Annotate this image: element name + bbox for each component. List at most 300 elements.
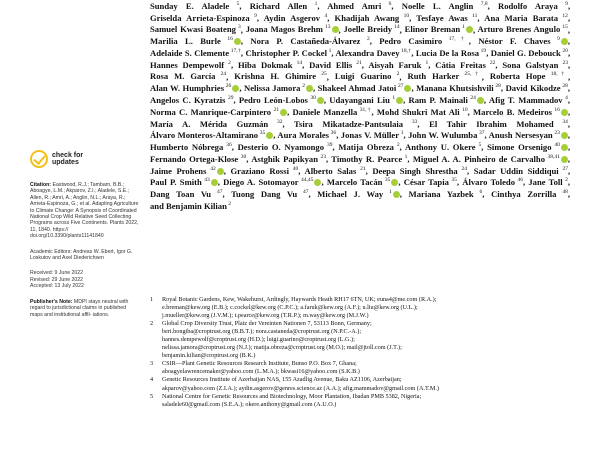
author-name[interactable]	[223, 177, 321, 187]
author-affiliation-sup: 2	[226, 201, 232, 208]
author-name-text: Pedro León-Lobos	[238, 94, 308, 105]
author-separator: ,	[323, 94, 330, 105]
author-affiliation-sup: 7,8	[473, 1, 488, 7]
author-separator: ,	[391, 0, 402, 11]
author-affiliation-sup: 22	[485, 59, 496, 66]
author-separator: ,	[482, 189, 492, 200]
author-name[interactable]	[244, 83, 313, 93]
author-separator: ,	[239, 0, 250, 11]
author-name[interactable]	[335, 48, 411, 58]
author-name-text: Desterio O. Nyamongo	[237, 142, 325, 153]
author-name-text: Jaime Prohens	[150, 165, 207, 176]
author-name[interactable]	[473, 106, 571, 117]
author-affiliation-sup: 5	[475, 142, 482, 149]
author-name-text: Angelos C. Kyratzis	[150, 94, 226, 105]
author-name[interactable]	[150, 189, 222, 199]
author-name[interactable]	[489, 71, 571, 82]
author-affiliation-sup: 42	[206, 165, 216, 172]
author-name[interactable]	[404, 177, 457, 187]
author-separator: ,	[477, 12, 485, 23]
author-name[interactable]	[327, 177, 399, 187]
author-affiliation-sup: 39	[324, 142, 333, 149]
author-affiliation-sup: 14	[292, 59, 303, 66]
author-separator: ,	[336, 130, 341, 141]
affiliation-line: Genetic Resources Institute of Azerbaijan NAS, 155 Azadlig Avenue, Baku AZ1106, Azerbaijan;	[162, 376, 402, 384]
author-separator: ,	[409, 12, 417, 23]
author-affiliation-sup: 31,†	[357, 106, 372, 113]
author-name[interactable]	[150, 154, 246, 164]
author-name-text: Daniel G. Debouck	[490, 47, 561, 58]
author-separator: ,	[399, 24, 405, 35]
author-name-text: Tsira Mikatadze-Pantsulaia	[294, 118, 404, 129]
author-name-text: Noelle L. Anglin	[401, 0, 474, 11]
orcid-icon[interactable]	[561, 36, 571, 47]
author-name[interactable]	[150, 1, 239, 11]
check-for-updates-badge[interactable]	[30, 150, 140, 168]
author-affiliation-sup: 25	[316, 71, 327, 78]
orcid-icon[interactable]	[561, 130, 571, 141]
author-affiliation-sup: 40	[551, 142, 560, 149]
author-affiliation-sup: 2	[562, 177, 568, 184]
author-name-text: Timothy R. Pearce	[331, 153, 403, 164]
affiliation-number: 4	[150, 376, 154, 384]
author-name-text: Luigi Guarino	[334, 71, 392, 82]
author-name[interactable]	[327, 1, 391, 11]
author-affiliation-sup: 1	[307, 1, 318, 7]
author-affiliation-sup: 36	[223, 142, 232, 149]
author-affiliation-sup: 25,†	[459, 71, 482, 78]
author-affiliation-sup: 2	[300, 83, 305, 90]
author-affiliation-sup: 1	[399, 130, 404, 137]
author-name-text: Sadar Uddin Siddiqui	[473, 165, 559, 176]
author-separator: ,	[567, 12, 571, 23]
author-separator: ,	[472, 24, 478, 35]
author-affiliation-sup: 2	[393, 142, 400, 149]
author-name-text: Richard Allen	[249, 0, 308, 11]
author-separator: ,	[567, 59, 571, 70]
author-affiliation-sup: 20	[560, 48, 568, 55]
author-separator: ,	[481, 142, 488, 153]
orcid-icon[interactable]	[561, 142, 571, 153]
author-name[interactable]	[405, 142, 481, 152]
author-name-text: Rosa M. García	[150, 71, 216, 82]
author-name[interactable]	[245, 48, 331, 58]
author-separator: ,	[231, 142, 238, 153]
author-separator: ,	[327, 12, 335, 23]
author-name[interactable]	[150, 71, 226, 81]
author-affiliation-sup: 21	[352, 59, 362, 66]
author-name-text: Álvaro Monteros-Altamirano	[150, 130, 259, 141]
author-separator: ,	[230, 59, 238, 70]
author-affiliation-sup: 17,†	[229, 48, 241, 55]
author-separator: ,	[467, 106, 474, 117]
author-name-text: Griselda Arrieta-Espinoza	[150, 12, 250, 23]
author-separator: ,	[240, 36, 251, 47]
author-name-text: Paul P. Smith	[150, 177, 202, 188]
author-name-text: Nelissa Jamora	[243, 83, 301, 94]
citation-line: Agriculture to Climate Change: A	[30, 201, 139, 214]
author-name[interactable]	[292, 107, 371, 117]
author-separator: ,	[567, 106, 571, 117]
author-name[interactable]	[150, 130, 273, 140]
author-name[interactable]	[338, 142, 399, 152]
author-affiliation-sup: 24	[215, 71, 227, 78]
author-name[interactable]	[502, 59, 571, 70]
orcid-icon[interactable]	[211, 179, 218, 186]
author-name[interactable]	[408, 130, 484, 140]
affiliation-list	[150, 296, 570, 409]
author-separator: ,	[495, 59, 503, 70]
dates-block	[30, 270, 140, 289]
author-separator: ,	[325, 153, 332, 164]
citation-label: Citation:	[30, 182, 52, 188]
author-separator: ,	[217, 177, 224, 188]
author-affiliation-sup: 27	[558, 165, 568, 172]
author-name-text: Manana Khutsishvili	[416, 83, 494, 94]
author-name[interactable]	[150, 166, 224, 176]
author-separator: ,	[467, 165, 474, 176]
author-name-text: Ana Maria Barata	[484, 12, 559, 23]
author-affiliation-sup: 9	[249, 12, 257, 19]
editors-line: Axel Diederichsen	[60, 255, 104, 262]
author-name[interactable]	[487, 142, 571, 153]
author-separator: ,	[332, 142, 339, 153]
citation-line: Anglin, N.L.; Araya, R.;	[71, 194, 126, 201]
author-name[interactable]	[402, 1, 488, 11]
affiliation-line: aboagyelawrencemaker@yahoo.com (L.M.A.); bkwasi16@yahoo.com (S.K.B.)	[162, 368, 360, 376]
author-name[interactable]	[264, 13, 328, 23]
author-name[interactable]	[250, 1, 318, 11]
author-affiliation-sup: 35	[382, 177, 391, 184]
citation-line: Programs across Five Continents.	[30, 220, 109, 227]
author-name-text: Ram P. Mainali	[408, 94, 468, 105]
author-name[interactable]	[150, 13, 257, 23]
affiliation-item	[150, 376, 570, 392]
author-affiliation-sup: 13	[322, 24, 331, 31]
author-name-text: Samuel Kwasi Boateng	[150, 24, 236, 35]
author-affiliation-sup: 30	[238, 153, 247, 160]
author-name[interactable]	[344, 24, 400, 34]
author-name[interactable]	[490, 47, 571, 58]
author-name[interactable]	[239, 95, 324, 105]
affiliation-line: National Centre for Genetic Resources and Biotechnology, Moor Plantation, Ibadan PMB 5382, Nigeria;	[162, 392, 422, 400]
orcid-icon[interactable]	[466, 26, 473, 33]
citation-line: Aladele, S.E.; Allen, R.; Amri, A.;	[30, 188, 130, 201]
author-affiliation-sup: 2	[391, 71, 400, 78]
author-name[interactable]	[409, 189, 483, 199]
author-name[interactable]	[238, 60, 302, 70]
author-name[interactable]	[277, 130, 336, 140]
author-separator: ,	[399, 71, 408, 82]
author-name[interactable]	[341, 130, 404, 140]
author-name-text: David Ellis	[309, 59, 353, 70]
author-affiliation-sup: 44,45	[298, 177, 314, 184]
author-affiliation-sup: 23	[317, 153, 326, 160]
author-list	[150, 0, 570, 212]
author-name[interactable]	[405, 24, 473, 34]
author-name-text: Elinor Breman	[404, 24, 461, 35]
author-name[interactable]	[150, 177, 218, 187]
author-separator: ,	[567, 0, 571, 11]
author-name[interactable]	[429, 118, 571, 129]
author-name-text: Diego A. Sotomayor	[223, 177, 299, 188]
author-separator: ,	[326, 71, 335, 82]
orcid-icon[interactable]	[561, 153, 571, 164]
editors-line: Igor G. Loskutov and	[30, 248, 133, 262]
affiliation-number: 2	[150, 320, 154, 328]
affiliation-item	[150, 360, 570, 376]
author-affiliation-sup: 10	[399, 12, 410, 19]
author-name[interactable]	[478, 24, 568, 34]
author-affiliation-sup: 43	[201, 177, 210, 184]
author-affiliation-sup: 48	[556, 189, 568, 196]
author-affiliation-sup: 9	[550, 36, 560, 43]
author-affiliation-sup: 4	[562, 95, 568, 102]
author-name-text: Ruth Harker	[407, 71, 460, 82]
author-name-text: Shakeel Ahmad Jatoi	[317, 83, 397, 94]
author-affiliation-sup: 29	[225, 95, 234, 102]
author-name-text: Jonas V. Müller	[340, 130, 400, 141]
author-name[interactable]	[150, 201, 231, 211]
author-separator: ,	[567, 153, 571, 164]
author-name-text: Jane Toll	[528, 177, 563, 188]
author-name[interactable]	[379, 36, 469, 46]
author-name-text: Daniele Manzella	[292, 106, 358, 117]
author-name-text: Christopher P. Cockel	[245, 47, 327, 58]
author-name[interactable]	[473, 165, 571, 176]
author-separator: ,	[369, 36, 380, 47]
affiliation-line: Global Crop Diversity Trust, Platz der Vereinten Nationen 7, 53113 Bonn, Germany;	[162, 320, 372, 328]
author-name[interactable]	[368, 60, 428, 70]
author-name-text: Krishna H. Ghimire	[234, 71, 317, 82]
orcid-icon[interactable]	[217, 168, 224, 175]
author-name-text: Graziano Rossi	[230, 165, 289, 176]
author-affiliation-sup: 24	[467, 95, 476, 102]
author-name-text: El Tahir Ibrahim Mohamed	[429, 118, 554, 129]
author-affiliation-sup: 28	[493, 83, 501, 90]
author-affiliation-sup: 23	[552, 130, 560, 137]
affiliation-text	[162, 320, 570, 360]
author-separator: ,	[246, 153, 252, 164]
author-separator: ,	[567, 142, 571, 153]
author-separator: ,	[223, 165, 231, 176]
author-name[interactable]	[230, 166, 298, 176]
orcid-icon[interactable]	[561, 106, 571, 117]
author-affiliation-sup: 1	[421, 59, 429, 66]
author-separator: ,	[567, 118, 571, 129]
author-affiliation-sup: 24	[457, 165, 468, 172]
accepted-date: Accepted: 13 July 2022	[30, 283, 84, 290]
author-name[interactable]	[372, 166, 467, 176]
author-name-text: Fernando Ortega-Klose	[150, 153, 239, 164]
author-name[interactable]	[150, 24, 241, 34]
affiliation-text	[162, 376, 570, 392]
author-name[interactable]	[416, 13, 477, 23]
author-name-text: Néstor F. Chaves	[478, 36, 551, 47]
author-name[interactable]	[435, 60, 495, 70]
author-name[interactable]	[305, 166, 366, 176]
author-name[interactable]	[416, 48, 486, 58]
author-name[interactable]	[318, 83, 412, 93]
author-separator: ,	[338, 24, 344, 35]
publisher_note-line: MDPI stays neutral	[73, 298, 118, 305]
affiliation-text	[162, 393, 570, 409]
affiliation-line: benjamin.kilian@croptrust.org (B.K.)	[162, 352, 256, 360]
author-name[interactable]	[409, 95, 484, 105]
author-affiliation-sup: 14	[392, 24, 400, 31]
author-name[interactable]	[294, 119, 417, 129]
author-name[interactable]	[462, 177, 523, 187]
author-name[interactable]	[377, 107, 468, 117]
author-name-text: Udayangani Liu	[329, 94, 390, 105]
author-name[interactable]	[335, 71, 400, 81]
author-name[interactable]	[150, 107, 287, 117]
author-affiliation-sup: 35	[258, 130, 266, 137]
author-separator: ,	[417, 118, 430, 129]
author-affiliation-sup: 23	[558, 59, 568, 66]
author-affiliation-sup: 16	[220, 36, 233, 43]
author-name[interactable]	[150, 36, 241, 46]
citation-line: Eastwood, R.J.; Tambam,	[52, 182, 112, 188]
affiliation-text	[162, 360, 570, 376]
author-affiliation-sup: 33	[403, 118, 418, 125]
orcid-icon[interactable]	[393, 191, 400, 198]
publisher_note-line: iations.	[91, 311, 110, 318]
author-name[interactable]	[408, 71, 482, 81]
author-name[interactable]	[250, 36, 369, 46]
author-name-text: Aura Morales	[277, 130, 330, 141]
author-name[interactable]	[150, 119, 282, 129]
author-name-text: Alberto Salas	[304, 165, 357, 176]
author-name[interactable]	[309, 60, 362, 70]
author-separator: ,	[365, 165, 373, 176]
affiliation-line: Royal Botanic Gardens, Kew, Wakehurst, Ardingly, Haywards Heath RH17 6TN, UK; euna4@me.com (R.A.);	[162, 296, 437, 303]
affiliation-item	[150, 393, 570, 409]
author-affiliation-sup: 1	[383, 189, 392, 196]
author-name-text: Anush Nersesyan	[488, 130, 553, 141]
author-separator: ,	[484, 130, 489, 141]
author-separator: ,	[567, 83, 571, 94]
author-name-text: Sunday E. Aladele	[150, 0, 230, 11]
author-name[interactable]	[484, 12, 571, 23]
author-name[interactable]	[150, 48, 241, 58]
author-name-text: Mariana Yazbek	[408, 189, 474, 200]
author-name[interactable]	[246, 24, 339, 34]
author-name[interactable]	[317, 189, 400, 199]
check-updates-label: check for updates	[52, 151, 84, 166]
author-name-text: Simone Orsenigo	[487, 142, 552, 153]
author-name[interactable]	[234, 71, 326, 81]
author-affiliation-sup: 32	[268, 118, 283, 125]
author-affiliation-sup: 38,41	[545, 153, 560, 160]
author-name-text: Anthony U. Okere	[405, 142, 476, 153]
author-affiliation-sup: 1	[326, 48, 332, 55]
author-name[interactable]	[489, 95, 568, 105]
author-name-text: Tesfaye Awas	[416, 12, 468, 23]
author-name[interactable]	[238, 142, 333, 152]
orcid-icon[interactable]	[332, 26, 339, 33]
author-name-text: Lucia De la Rosa	[415, 47, 480, 58]
author-separator: ,	[398, 177, 404, 188]
author-separator: ,	[567, 94, 570, 105]
author-name[interactable]	[505, 83, 571, 94]
author-name[interactable]	[491, 189, 568, 199]
author-name[interactable]	[251, 154, 326, 164]
author-separator: ,	[483, 94, 489, 105]
author-separator: ,	[361, 59, 369, 70]
author-name[interactable]	[150, 95, 233, 105]
author-separator: ,	[321, 177, 327, 188]
author-affiliation-sup: 36	[329, 130, 337, 137]
citation-line: doi.org/10.3390/plants11141840	[30, 233, 104, 240]
author-name-text: Alan W. Humphries	[150, 83, 225, 94]
author-name-text: David Kikodze	[505, 83, 561, 94]
author-name[interactable]	[329, 95, 403, 105]
author-affiliation-sup: 37	[477, 130, 485, 137]
citation-line: B.B.; Aboagye, L.M.; Akparov, Z.I.;	[30, 182, 125, 195]
affiliation-line: nelissa.jamora@croptrust.org (N.J.); matija.obreza@croptrust.org (M.O.); mail@jtoll.com (J.T.);	[162, 344, 402, 352]
author-separator: ,	[298, 165, 305, 176]
author-name-text: Tuong Dang Vu	[231, 189, 298, 200]
author-name-text: María A. Mérida Guzmán	[150, 118, 269, 129]
author-name[interactable]	[150, 142, 232, 152]
author-separator: ,	[456, 177, 463, 188]
author-name[interactable]	[331, 154, 407, 164]
orcid-icon[interactable]	[234, 38, 241, 45]
author-affiliation-sup: 18,†	[399, 48, 412, 55]
author-name[interactable]	[478, 36, 571, 47]
author-affiliation-sup: 1	[389, 95, 396, 102]
author-separator: ,	[256, 12, 264, 23]
author-name[interactable]	[150, 83, 239, 93]
author-name[interactable]	[488, 130, 571, 141]
author-name[interactable]	[335, 13, 410, 23]
author-separator: ,	[399, 189, 409, 200]
publisher_note-line: with regard to jurisdictional claims in	[30, 298, 129, 312]
orcid-icon[interactable]	[317, 97, 324, 104]
author-affiliation-sup: 34	[553, 118, 568, 125]
author-name[interactable]	[150, 60, 231, 70]
orcid-icon[interactable]	[477, 97, 484, 104]
author-separator: ,	[567, 24, 570, 35]
author-affiliation-sup: 1	[460, 24, 465, 31]
author-name[interactable]	[416, 83, 501, 93]
author-name-text: Matija Obreza	[338, 142, 394, 153]
author-separator: ,	[371, 106, 377, 117]
author-affiliation-sup: 46	[515, 177, 523, 184]
author-name[interactable]	[412, 153, 571, 164]
author-separator: ,	[302, 59, 310, 70]
author-separator: ,	[411, 47, 416, 58]
orcid-icon[interactable]	[306, 85, 313, 92]
author-name[interactable]	[498, 0, 571, 11]
author-name-text: Norma C. Manrique-Carpintero	[150, 106, 272, 117]
academic-editors-block	[30, 249, 140, 262]
author-affiliation-sup: 3	[235, 24, 241, 31]
publisher-note-block	[30, 299, 140, 318]
author-separator: ,	[226, 71, 235, 82]
author-name-text: Humberto Nóbrega	[150, 142, 224, 153]
author-separator: ,	[487, 0, 498, 11]
author-name[interactable]	[231, 189, 308, 199]
author-name-text: Aisyah Faruk	[368, 59, 422, 70]
author-name[interactable]	[528, 177, 571, 188]
affiliation-text	[162, 296, 570, 320]
author-affiliation-sup: 12	[558, 12, 568, 19]
author-affiliation-sup: 5	[229, 1, 240, 7]
author-name-text: Joelle Breidy	[343, 24, 393, 35]
author-name-text: Arturo Brenes Angulo	[477, 24, 561, 35]
